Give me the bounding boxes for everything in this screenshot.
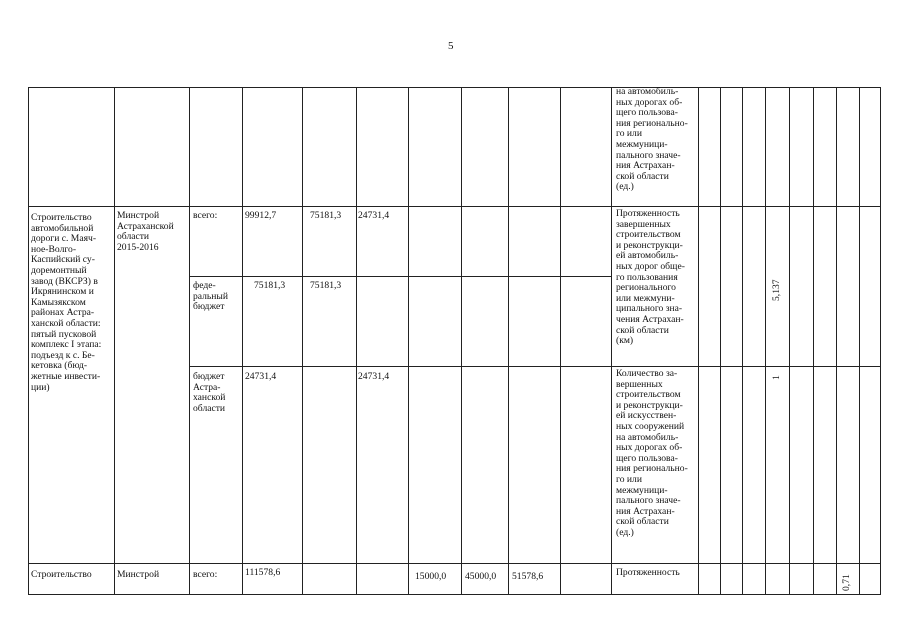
col-border [408, 87, 409, 595]
year4-amount: 45000,0 [465, 571, 497, 582]
funding-label-federal: феде- ральный бюджет [193, 280, 229, 313]
col-border [356, 87, 357, 595]
project-name: Строительство [31, 569, 92, 580]
regional-year2: 24731,4 [358, 371, 390, 382]
col-border [765, 87, 766, 595]
project-name: Строительство автомобильной дороги с. Маяч- ное-Волго- Каспийский су- доремонтный завод (ВКСРЗ) в Икрянинском и Камызякском районах Астра- ханской области: пятый пусковой комплекс I этапа: подъезд к с. Бе- кетовка (бюд- жетные инвести- ции) [31, 212, 102, 393]
col-border [28, 87, 29, 595]
col-border [302, 87, 303, 595]
federal-amount: 75181,3 [254, 280, 286, 291]
row-divider [28, 206, 881, 207]
col-border [611, 87, 612, 595]
col-border [560, 87, 561, 595]
indicator-text: Протяженность [616, 567, 680, 578]
funding-label-regional: бюджет Астра- ханской области [193, 371, 226, 414]
indicator-text: Протяженность завершенных строительством и реконструкци- ей автомобиль- ных дорог обще- го пользования регионального или межмуни- ципального зна- чения Астрахан- ской области (км) [616, 208, 685, 347]
col-border [698, 87, 699, 595]
col-border [242, 87, 243, 595]
subrow-divider [189, 366, 881, 367]
indicator-text: на автомобиль- ных дорогах об- щего пользова- ния регионально- го или межмуници- пального значе- ния Астрахан- ской области (ед.) [616, 86, 688, 193]
col-border [508, 87, 509, 595]
indicator-value: 5,137 [771, 279, 782, 301]
total-amount: 111578,6 [245, 567, 281, 578]
indicator-text: Количество за- вершенных строительством и реконструкци- ей искусствен- ных сооружений на автомобиль- ных дорогах об- щего пользова- ния регионально- го или межмуници- пального значе- ния Астрахан- ской области (ед.) [616, 368, 688, 538]
col-border [880, 87, 881, 595]
page-number: 5 [448, 40, 454, 52]
col-border [742, 87, 743, 595]
col-border [720, 87, 721, 595]
col-border [859, 87, 860, 595]
total-year1: 75181,3 [310, 210, 342, 221]
subrow-divider [189, 276, 611, 277]
col-border [114, 87, 115, 595]
total-amount: 99912,7 [245, 210, 277, 221]
col-border [789, 87, 790, 595]
indicator-value: 1 [771, 375, 782, 380]
col-border [813, 87, 814, 595]
funding-label-total: всего: [193, 210, 218, 221]
funding-label-total: всего: [193, 569, 218, 580]
indicator-value: 0,71 [841, 574, 852, 591]
col-border [189, 87, 190, 595]
year5-amount: 51578,6 [512, 571, 544, 582]
federal-year1: 75181,3 [310, 280, 342, 291]
row-divider [28, 563, 881, 564]
col-border [836, 87, 837, 595]
executor: Минстрой [117, 569, 160, 580]
col-border [461, 87, 462, 595]
table-bottom-border [28, 594, 881, 595]
year3-amount: 15000,0 [415, 571, 447, 582]
budget-table [28, 87, 881, 595]
total-year2: 24731,4 [358, 210, 390, 221]
regional-amount: 24731,4 [245, 371, 277, 382]
table-top-border [28, 87, 881, 88]
executor: Минстрой Астраханской области 2015-2016 [117, 210, 174, 253]
